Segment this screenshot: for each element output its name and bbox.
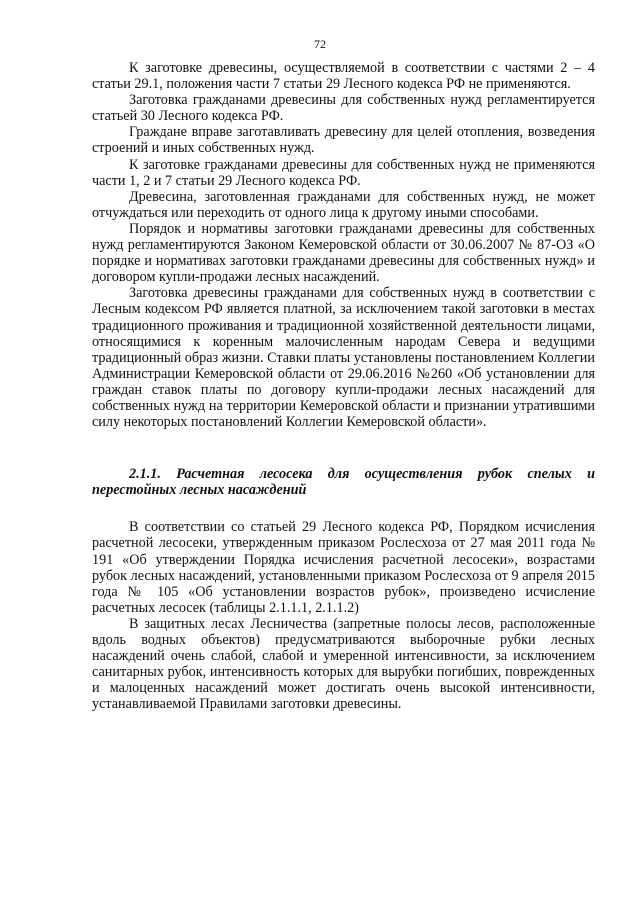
paragraph: В защитных лесах Лесничества (запретные полосы лесов, расположенные вдоль водных объектов) предусматриваются выборочные рубки лесных насаждений очень слабой, слабой и умеренной интенсивности, за исключением санитарных рубок, интенсивность которых для вырубки погибших, поврежденных и малоценных насаждений может достигать очень высокой интенсивности, устанавливаемой Правилами заготовки древесины. (92, 615, 595, 713)
paragraph: Заготовка древесины гражданами для собственных нужд в соответствии с Лесным кодексом РФ является платной, за исключением такой заготовки в местах традиционного проживания и традиционной хозяйственной деятельности лицами, относящимися к коренным малочисленным народам Севера и ведущими традиционный образ жизни. Ставки платы установлены постановлением Коллегии Администрации Кемеровской области от 29.06.2016 №260 «Об установлении для граждан ставок платы по договору купли-продажи лесных насаждений для собственных нужд на территории Кемеровской области и признании утратившими силу некоторых постановлений Коллегии Кемеровской области». (92, 285, 595, 431)
page-number: 72 (314, 37, 326, 51)
paragraph: К заготовке гражданами древесины для собственных нужд не применяются части 1, 2 и 7 статьи 29 Лесного кодекса РФ. (92, 156, 595, 189)
spacer (92, 498, 595, 519)
paragraph: В соответствии со статьей 29 Лесного кодекса РФ, Порядком исчисления расчетной лесосеки, утвержденным приказом Рослесхоза от 27 мая 2011 года № 191 «Об утверждении Порядка исчисления расчетной лесосеки», возрастами рубок лесных насаждений, установленными приказом Рослесхоза от 9 апреля 2015 года № 105 «Об установлении возрастов рубок», произведено исчисление расчетных лесосек (таблицы 2.1.1.1, 2.1.1.2) (92, 519, 595, 616)
section-heading: 2.1.1. Расчетная лесосека для осуществления рубок спелых и перестойных лесных насаждений (92, 466, 595, 499)
paragraph: Заготовка гражданами древесины для собственных нужд регламентируется статьей 30 Лесного кодекса РФ. (92, 92, 595, 125)
paragraph: Порядок и нормативы заготовки гражданами древесины для собственных нужд регламентируются Законом Кемеровской области от 30.06.2007 № 87-ОЗ «О порядке и нормативах заготовки гражданами древесины для собственных нужд» и договором купли-продажи лесных насаждений. (92, 220, 595, 286)
paragraph: Граждане вправе заготавливать древесину для целей отопления, возведения строений и иных собственных нужд. (92, 124, 595, 157)
paragraph: К заготовке древесины, осуществляемой в соответствии с частями 2 – 4 статьи 29.1, положения части 7 статьи 29 Лесного кодекса РФ не применяются. (92, 60, 595, 93)
paragraph: Древесина, заготовленная гражданами для собственных нужд, не может отчуждаться или переходить от одного лица к другому иными способами. (92, 188, 595, 221)
spacer (92, 430, 595, 466)
document-body (92, 60, 595, 712)
